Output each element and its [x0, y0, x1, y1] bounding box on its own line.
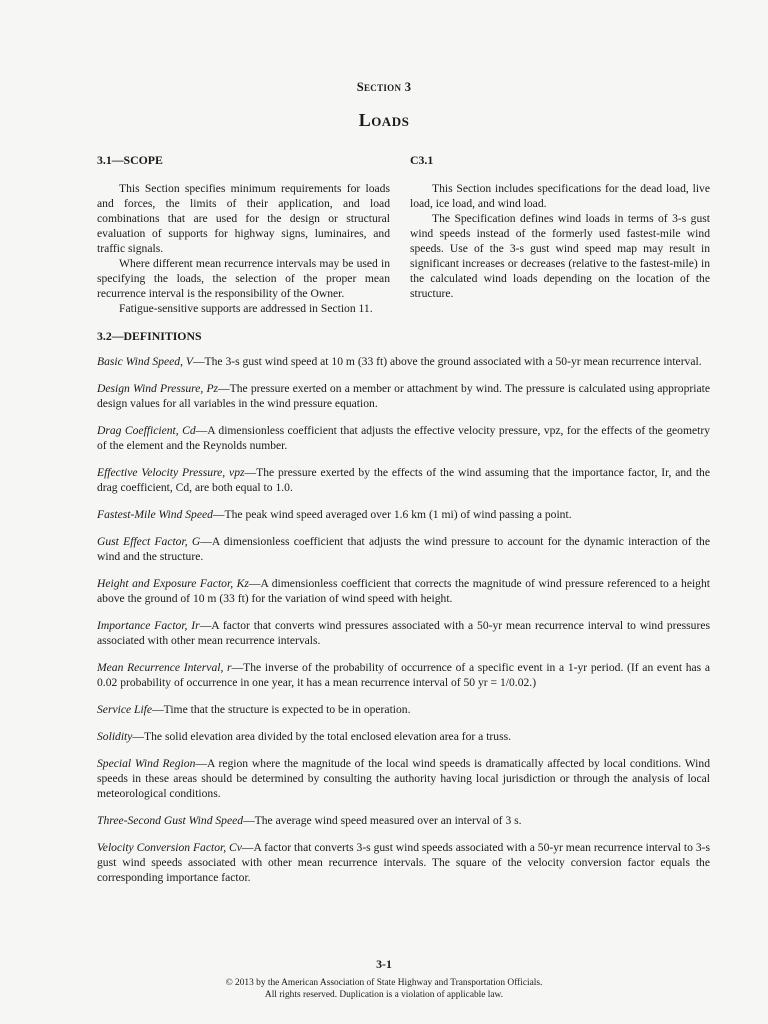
definition-term: Service Life — [97, 703, 153, 716]
section-title: Loads — [358, 110, 410, 130]
definition-term: Special Wind Region — [97, 757, 196, 770]
definition-item: Special Wind Region—A region where the magnitude of the local wind speeds is dramatically affected by local conditions. Wind speeds in these areas should be determined by consulting the authority having local jurisdiction or through the analysis of local meteorological conditions. — [97, 757, 710, 800]
definition-term: Effective Velocity Pressure, vpz — [97, 466, 245, 479]
definition-item: Gust Effect Factor, G—A dimensionless coefficient that adjusts the wind pressure to account for the dynamic interaction of the wind and the structure. — [97, 535, 710, 563]
definition-text: A factor that converts 3-s gust wind speeds associated with a 50-yr mean recurrence interval to 3-s gust wind speeds associated with other mean recurrence intervals. The square of the velocity conversion factor equals the corresponding importance factor. — [97, 841, 711, 884]
definition-item: Three-Second Gust Wind Speed—The average wind speed measured over an interval of 3 s. — [97, 814, 522, 827]
definition-term: Velocity Conversion Factor, Cv — [97, 841, 242, 854]
definition-item: Velocity Conversion Factor, Cv—A factor that converts 3-s gust wind speeds associated with a 50-yr mean recurrence interval to 3-s gust wind speeds associated with other mean recurrence intervals. The square of the velocity conversion factor equals the corresponding importance factor. — [97, 841, 711, 884]
definition-item: Fastest-Mile Wind Speed—The peak wind speed averaged over 1.6 km (1 mi) of wind passing a point. — [97, 508, 572, 521]
scope-paragraph: Fatigue-sensitive supports are addressed in Section 11. — [119, 302, 373, 315]
definition-text: The 3-s gust wind speed at 10 m (33 ft) above the ground associated with a 50-yr mean recurrence interval. — [204, 355, 702, 368]
definition-text: A dimensionless coefficient that corrects the magnitude of wind pressure referenced to a height above the ground of 10 m (33 ft) for the variation of wind speed with height. — [97, 577, 710, 605]
definition-term: Design Wind Pressure, Pz — [97, 382, 219, 395]
definition-item: Service Life—Time that the structure is expected to be in operation. — [97, 703, 411, 716]
definition-text: A region where the magnitude of the local wind speeds is dramatically affected by local conditions. Wind speeds in these areas should be determined by consulting the authority having local jurisdiction or through the analysis of local meteorological conditions. — [97, 757, 710, 800]
definition-item: Effective Velocity Pressure, vpz—The pressure exerted by the effects of the wind assuming that the importance factor, Ir, and the drag coefficient, Cd, are both equal to 1.0. — [97, 466, 710, 494]
definitions-heading: 3.2—DEFINITIONS — [97, 329, 202, 343]
rights-line: All rights reserved. Duplication is a violation of applicable law. — [264, 990, 504, 1000]
copyright-line: © 2013 by the American Association of State Highway and Transportation Officials. — [225, 978, 543, 988]
scope-paragraph: This Section specifies minimum requirements for loads and forces, the limits of their application, and load combinations that are used for the design or structural evaluation of supports for highway signs, luminaires, and traffic signals. — [97, 182, 390, 255]
definition-text: Time that the structure is expected to be in operation. — [163, 703, 411, 716]
definition-term: Three-Second Gust Wind Speed — [97, 814, 244, 827]
commentary-paragraph: This Section includes specifications for the dead load, live load, ice load, and wind load. — [410, 182, 710, 210]
definition-text: The average wind speed measured over an interval of 3 s. — [254, 814, 522, 827]
definition-item: Mean Recurrence Interval, r—The inverse of the probability of occurrence of a specific event in a 1-yr period. (If an event has a 0.02 probability of occurrence in one year, it has a mean recurrence interval of 50 yr = 1/0.02.) — [97, 661, 710, 689]
definition-text: A dimensionless coefficient that adjusts the effective velocity pressure, vpz, for the effects of the geometry of the element and the Reynolds number. — [97, 424, 710, 452]
page-number: 3-1 — [376, 957, 392, 971]
definition-text: The inverse of the probability of occurrence of a specific event in a 1-yr period. (If an event has a 0.02 probability of occurrence in one year, it has a mean recurrence interval of 50 yr = 1/0.02.) — [97, 661, 710, 689]
definition-item: Drag Coefficient, Cd—A dimensionless coefficient that adjusts the effective velocity pressure, vpz, for the effects of the geometry of the element and the Reynolds number. — [97, 424, 710, 452]
definition-term: Gust Effect Factor, G — [97, 535, 201, 548]
section-number: Section 3 — [356, 80, 412, 94]
commentary-heading: C3.1 — [410, 153, 434, 167]
definition-text: The solid elevation area divided by the total enclosed elevation area for a truss. — [144, 730, 512, 743]
copyright-notice — [0, 977, 768, 1001]
definition-term: Solidity — [97, 730, 133, 743]
definitions-list — [97, 354, 710, 897]
definition-text: The pressure exerted on a member or attachment by wind. The pressure is calculated using appropriate design values for all variables in the wind pressure equation. — [97, 382, 710, 410]
commentary-column — [410, 153, 710, 301]
definition-text: The pressure exerted by the effects of the wind assuming that the importance factor, Ir, and the drag coefficient, Cd, are both equal to 1.0. — [97, 466, 710, 494]
definition-term: Mean Recurrence Interval, r — [97, 661, 232, 674]
definition-item: Height and Exposure Factor, Kz—A dimensionless coefficient that corrects the magnitude of wind pressure referenced to a height above the ground of 10 m (33 ft) for the variation of wind speed with height. — [97, 577, 710, 605]
definition-term: Importance Factor, Ir — [97, 619, 200, 632]
scope-paragraph: Where different mean recurrence intervals may be used in specifying the loads, the selection of the proper mean recurrence interval is the responsibility of the Owner. — [97, 257, 390, 300]
definition-term: Basic Wind Speed, V — [97, 355, 193, 368]
definition-term: Fastest-Mile Wind Speed — [97, 508, 213, 521]
definition-term: Drag Coefficient, Cd — [97, 424, 196, 437]
scope-column — [97, 153, 390, 316]
commentary-paragraph: The Specification defines wind loads in terms of 3-s gust wind speeds instead of the formerly used fastest-mile wind speeds. Use of the 3-s gust wind speed map may result in significant increases or decreases (relative to the fastest-mile) in the calculated wind loads depending on the location of the structure. — [410, 212, 710, 300]
definition-item: Importance Factor, Ir—A factor that converts wind pressures associated with a 50-yr mean recurrence interval to wind pressures associated with other mean recurrence intervals. — [97, 619, 710, 647]
definition-item: Design Wind Pressure, Pz—The pressure exerted on a member or attachment by wind. The pressure is calculated using appropriate design values for all variables in the wind pressure equation. — [97, 382, 710, 410]
definition-item: Solidity—The solid elevation area divided by the total enclosed elevation area for a truss. — [97, 730, 512, 743]
definition-text: A dimensionless coefficient that adjusts the wind pressure to account for the dynamic interaction of the wind and the structure. — [97, 535, 710, 563]
definition-text: A factor that converts wind pressures associated with a 50-yr mean recurrence interval to wind pressures associated with other mean recurrence intervals. — [97, 619, 710, 647]
definition-text: The peak wind speed averaged over 1.6 km (1 mi) of wind passing a point. — [224, 508, 572, 521]
definition-item: Basic Wind Speed, V—The 3-s gust wind speed at 10 m (33 ft) above the ground associated with a 50-yr mean recurrence interval. — [97, 355, 702, 368]
scope-heading: 3.1—SCOPE — [97, 153, 163, 167]
definition-term: Height and Exposure Factor, Kz — [97, 577, 249, 590]
